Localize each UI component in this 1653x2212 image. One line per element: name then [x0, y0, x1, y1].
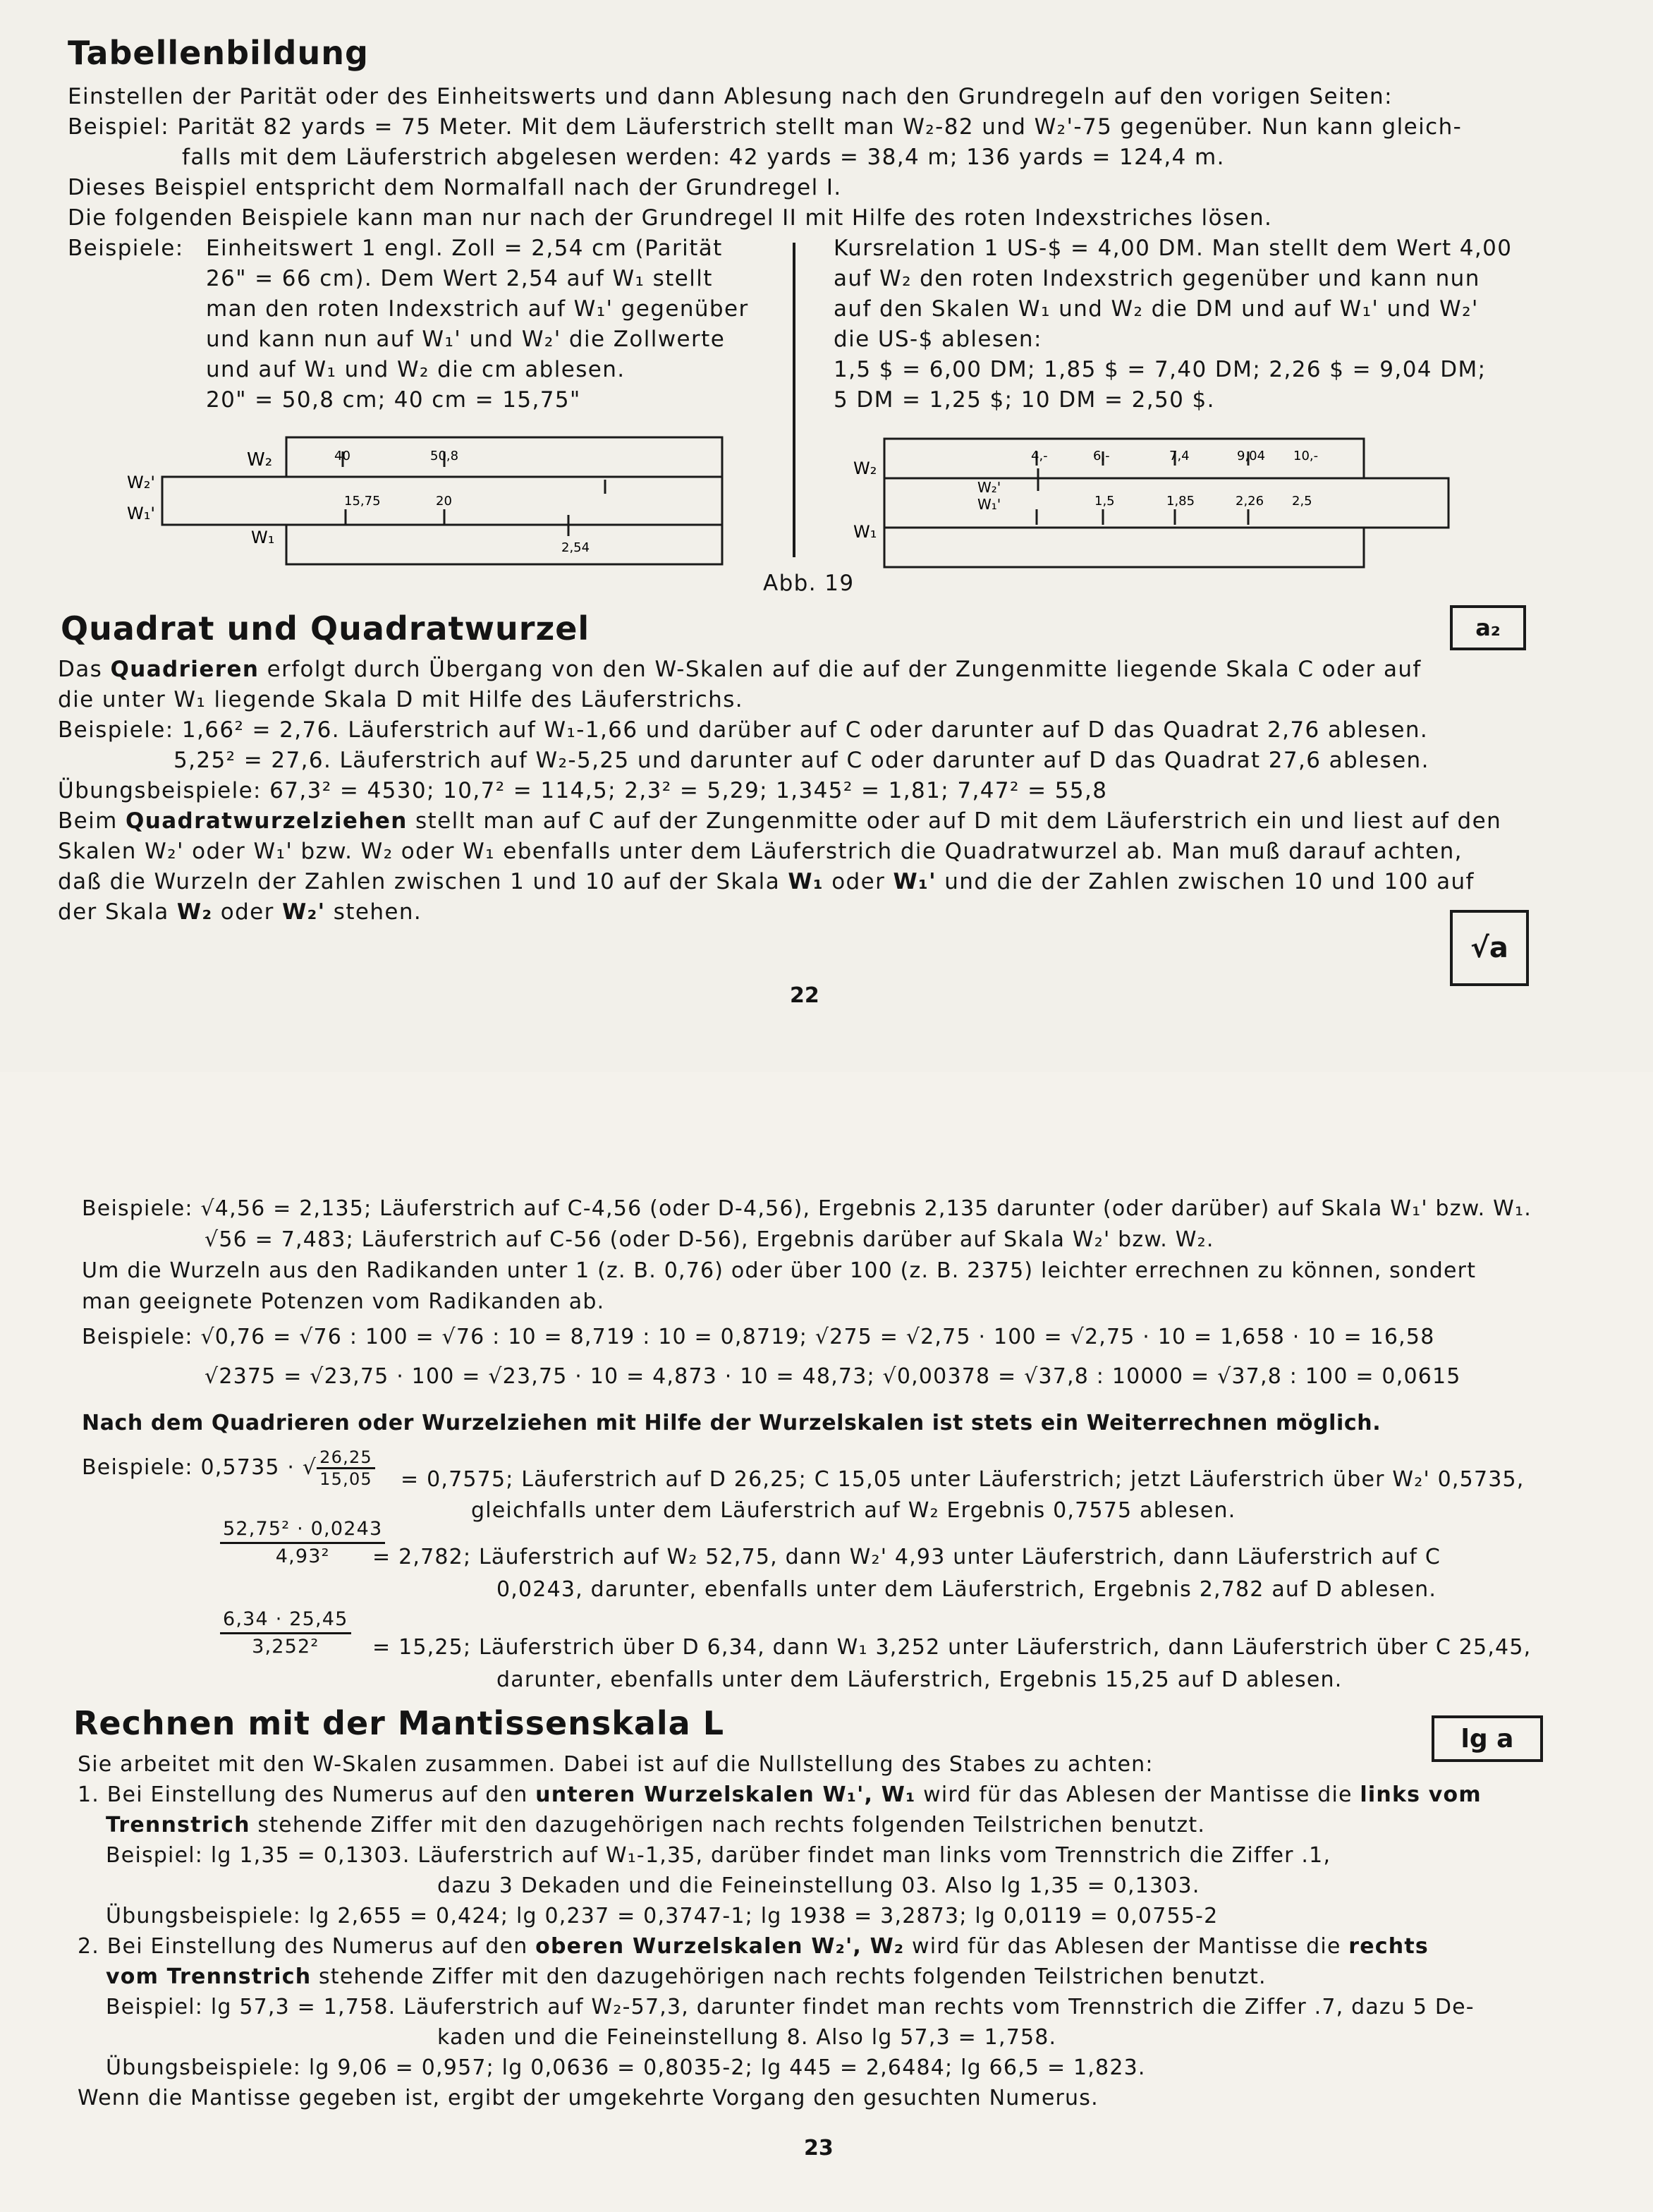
text-line: gleichfalls unter dem Läuferstrich auf W₂ Ergebnis 0,7575 ablesen. — [471, 1498, 1236, 1523]
tick-2-5: 2,5 — [1292, 494, 1312, 509]
text-line: Beim Quadratwurzelziehen stellt man auf C auf der Zungenmitte oder auf D mit dem Läuferstrich ein und liest auf den — [58, 808, 1502, 834]
text-line: Skalen W₂' oder W₁' bzw. W₂ oder W₁ ebenfalls unter dem Läuferstrich die Quadratwurzel ab. Man muß darauf achten, — [58, 839, 1463, 864]
examples-label: Beispiele: — [68, 236, 184, 261]
text-line: Übungsbeispiele: lg 2,655 = 0,424; lg 0,237 = 0,3747-1; lg 1938 = 3,2873; lg 0,0119 = 0,0755-2 — [106, 1904, 1219, 1928]
figure-slide-rule-right — [853, 430, 1460, 571]
text-line: Beispiele: √0,76 = √76 : 100 = √76 : 10 = 8,719 : 10 = 0,8719; √275 = √2,75 · 100 = √2,75 · 10 = 1,658 · 10 = 16,58 — [82, 1325, 1435, 1349]
bold-note: Nach dem Quadrieren oder Wurzelziehen mit Hilfe der Wurzelskalen ist stets ein Weiterrechnen möglich. — [82, 1411, 1381, 1435]
page-number: 22 — [790, 983, 819, 1008]
label-w1: W₁ — [853, 522, 877, 542]
text-line: Einstellen der Parität oder des Einheitswerts und dann Ablesung nach den Grundregeln auf den vorigen Seiten: — [68, 84, 1393, 109]
text-line: 5,25² = 27,6. Läuferstrich auf W₂-5,25 und darunter auf C oder darunter auf D das Quadrat 27,6 ablesen. — [173, 748, 1429, 773]
right-col-line: 5 DM = 1,25 $; 10 DM = 2,50 $. — [834, 387, 1215, 413]
text-line: √56 = 7,483; Läuferstrich auf C-56 (oder D-56), Ergebnis darüber auf Skala W₂' bzw. W₂. — [205, 1227, 1214, 1252]
label-w2: W₂ — [247, 449, 273, 470]
text-line: kaden und die Feineinstellung 8. Also lg 57,3 = 1,758. — [437, 2025, 1057, 2050]
left-col-line: 26" = 66 cm). Dem Wert 2,54 auf W₁ stellt — [206, 266, 713, 291]
tick-4: 4,- — [1031, 449, 1048, 463]
section-title-quadrat: Quadrat und Quadratwurzel — [61, 609, 590, 648]
text-line: Die folgenden Beispiele kann man nur nach der Grundregel II mit Hilfe des roten Indexstriches lösen. — [68, 205, 1273, 231]
tick-2-26: 2,26 — [1236, 494, 1264, 509]
text-line: Übungsbeispiele: 67,3² = 4530; 10,7² = 114,5; 2,3² = 5,29; 1,345² = 1,81; 7,47² = 55,8 — [58, 778, 1108, 803]
example-fraction-2: $\frac{\text{52,75² · 0,0243}}{\text{4,93²}}$ — [220, 1517, 385, 1569]
tick-15-75: 15,75 — [344, 494, 381, 509]
column-divider — [793, 243, 795, 557]
tick-1-5: 1,5 — [1094, 494, 1115, 509]
text-line: √2375 = √23,75 · 100 = √23,75 · 10 = 4,873 · 10 = 48,73; √0,00378 = √37,8 : 10000 = √37,8 : 100 = 0,0615 — [205, 1364, 1461, 1389]
text-line: man geeignete Potenzen vom Radikanden ab. — [82, 1289, 605, 1314]
example-root-fraction: Beispiele: 0,5735 · √ $\frac{26,25}{15,05}$ — [82, 1447, 375, 1489]
right-col-line: auf den Skalen W₁ und W₂ die DM und auf W₁' und W₂' — [834, 296, 1479, 322]
text-line: Beispiel: Parität 82 yards = 75 Meter. Mit dem Läuferstrich stellt man W₂-82 und W₂'-75 gegenüber. Nun kann gleich- — [68, 114, 1463, 140]
text-line: Übungsbeispiele: lg 9,06 = 0,957; lg 0,0636 = 0,8035-2; lg 445 = 2,6484; lg 66,5 = 1,823. — [106, 2055, 1146, 2080]
label-w1-prime: W₁' — [127, 504, 155, 523]
label-w1: W₁ — [251, 528, 275, 547]
text-line: Beispiel: lg 57,3 = 1,758. Läuferstrich auf W₂-57,3, darunter findet man rechts vom Trennstrich die Ziffer .7, dazu 5 De- — [106, 1995, 1475, 2019]
text-line: = 0,7575; Läuferstrich auf D 26,25; C 15,05 unter Läuferstrich; jetzt Läuferstrich über W₂' 0,5735, — [401, 1467, 1525, 1492]
tick-40: 40 — [334, 449, 350, 463]
section-title-tabellenbildung: Tabellenbildung — [68, 34, 369, 72]
text-line: Sie arbeitet mit den W-Skalen zusammen. Dabei ist auf die Nullstellung des Stabes zu achten: — [78, 1752, 1154, 1777]
text-line: falls mit dem Läuferstrich abgelesen werden: 42 yards = 38,4 m; 136 yards = 124,4 m. — [182, 145, 1225, 170]
left-col-line: und auf W₁ und W₂ die cm ablesen. — [206, 357, 626, 382]
label-w2: W₂ — [853, 458, 877, 478]
text-line: = 2,782; Läuferstrich auf W₂ 52,75, dann W₂' 4,93 unter Läuferstrich, dann Läuferstrich auf C — [372, 1545, 1441, 1569]
tick-7-4: 7,4 — [1169, 449, 1190, 463]
text-line: Beispiele: 1,66² = 2,76. Läuferstrich auf W₁-1,66 und darüber auf C oder darunter auf D das Quadrat 2,76 ablesen. — [58, 717, 1429, 743]
right-col-line: die US-$ ablesen: — [834, 327, 1042, 352]
label-w2-prime: W₂' — [127, 473, 155, 492]
text-line: Um die Wurzeln aus den Radikanden unter 1 (z. B. 0,76) oder über 100 (z. B. 2375) leichter errechnen zu können, sondert — [82, 1258, 1477, 1283]
text-line: dazu 3 Dekaden und die Feineinstellung 03. Also lg 1,35 = 0,1303. — [437, 1873, 1200, 1898]
left-col-line: man den roten Indexstrich auf W₁' gegenüber — [206, 296, 749, 322]
text-line: der Skala W₂ oder W₂' stehen. — [58, 899, 422, 925]
tick-6: 6,- — [1093, 449, 1110, 463]
text-line: = 15,25; Läuferstrich über D 6,34, dann W₁ 3,252 unter Läuferstrich, dann Läuferstrich über C 25,45, — [372, 1635, 1532, 1660]
tick-10: 10,- — [1293, 449, 1319, 463]
text-line: Dieses Beispiel entspricht dem Normalfall nach der Grundregel I. — [68, 175, 842, 200]
text-line: daß die Wurzeln der Zahlen zwischen 1 und 10 auf der Skala W₁ oder W₁' und die der Zahlen zwischen 10 und 100 auf — [58, 869, 1475, 894]
right-col-line: auf W₂ den roten Indexstrich gegenüber und kann nun — [834, 266, 1480, 291]
left-col-line: 20" = 50,8 cm; 40 cm = 15,75" — [206, 387, 581, 413]
text-line: Wenn die Mantisse gegeben ist, ergibt der umgekehrte Vorgang den gesuchten Numerus. — [78, 2086, 1099, 2110]
text-line: darunter, ebenfalls unter dem Läuferstrich, Ergebnis 15,25 auf D ablesen. — [496, 1667, 1343, 1692]
text-line: vom Trennstrich stehende Ziffer mit den dazugehörigen nach rechts folgenden Teilstrichen benutzt. — [106, 1964, 1267, 1989]
page-number: 23 — [804, 2136, 834, 2161]
text-line: 2. Bei Einstellung des Numerus auf den oberen Wurzelskalen W₂', W₂ wird für das Ablesen der Mantisse die rechts — [78, 1934, 1429, 1959]
text-line: 1. Bei Einstellung des Numerus auf den unteren Wurzelskalen W₁', W₁ wird für das Ablesen der Mantisse die links vom — [78, 1782, 1482, 1807]
figure-caption: Abb. 19 — [763, 571, 855, 596]
tick-2-54: 2,54 — [561, 540, 590, 555]
tick-50-8: 50,8 — [430, 449, 459, 463]
left-col-line: und kann nun auf W₁' und W₂' die Zollwerte — [206, 327, 726, 352]
text-line: Das Quadrieren erfolgt durch Übergang von den W-Skalen auf die auf der Zungenmitte liegende Skala C oder auf — [58, 657, 1422, 682]
badge-a2: a₂ — [1450, 605, 1526, 650]
text-line: 0,0243, darunter, ebenfalls unter dem Läuferstrich, Ergebnis 2,782 auf D ablesen. — [496, 1577, 1437, 1602]
page-23 — [0, 1072, 1653, 2212]
figure-slide-rule-left — [120, 430, 733, 571]
text-line: Beispiele: √4,56 = 2,135; Läuferstrich auf C-4,56 (oder D-4,56), Ergebnis 2,135 darunter (oder darüber) auf Skala W₁' bzw. W₁. — [82, 1196, 1532, 1221]
text-line: Trennstrich stehende Ziffer mit den dazugehörigen nach rechts folgenden Teilstrichen benutzt. — [106, 1813, 1206, 1837]
page-22 — [0, 0, 1653, 1072]
badge-sqrt-a: √a — [1450, 910, 1529, 986]
right-col-line: Kursrelation 1 US-$ = 4,00 DM. Man stellt dem Wert 4,00 — [834, 236, 1513, 261]
left-col-line: Einheitswert 1 engl. Zoll = 2,54 cm (Parität — [206, 236, 723, 261]
section-title-mantissenskala: Rechnen mit der Mantissenskala L — [73, 1704, 725, 1742]
tick-20: 20 — [436, 494, 452, 509]
example-fraction-3: $\frac{6,34 \cdot 25,45}{\text{3,252²}}$ — [220, 1607, 351, 1660]
label-w2-prime: W₂' — [977, 479, 1001, 496]
text-line: Beispiel: lg 1,35 = 0,1303. Läuferstrich auf W₁-1,35, darüber findet man links vom Trennstrich die Ziffer .1, — [106, 1843, 1331, 1868]
tick-1-85: 1,85 — [1166, 494, 1195, 509]
tick-9-04: 9,04 — [1237, 449, 1266, 463]
text-line: die unter W₁ liegende Skala D mit Hilfe des Läuferstrichs. — [58, 687, 743, 712]
label-w1-prime: W₁' — [977, 496, 1001, 513]
badge-lg-a: lg a — [1432, 1715, 1543, 1762]
right-col-line: 1,5 $ = 6,00 DM; 1,85 $ = 7,40 DM; 2,26 $ = 9,04 DM; — [834, 357, 1487, 382]
